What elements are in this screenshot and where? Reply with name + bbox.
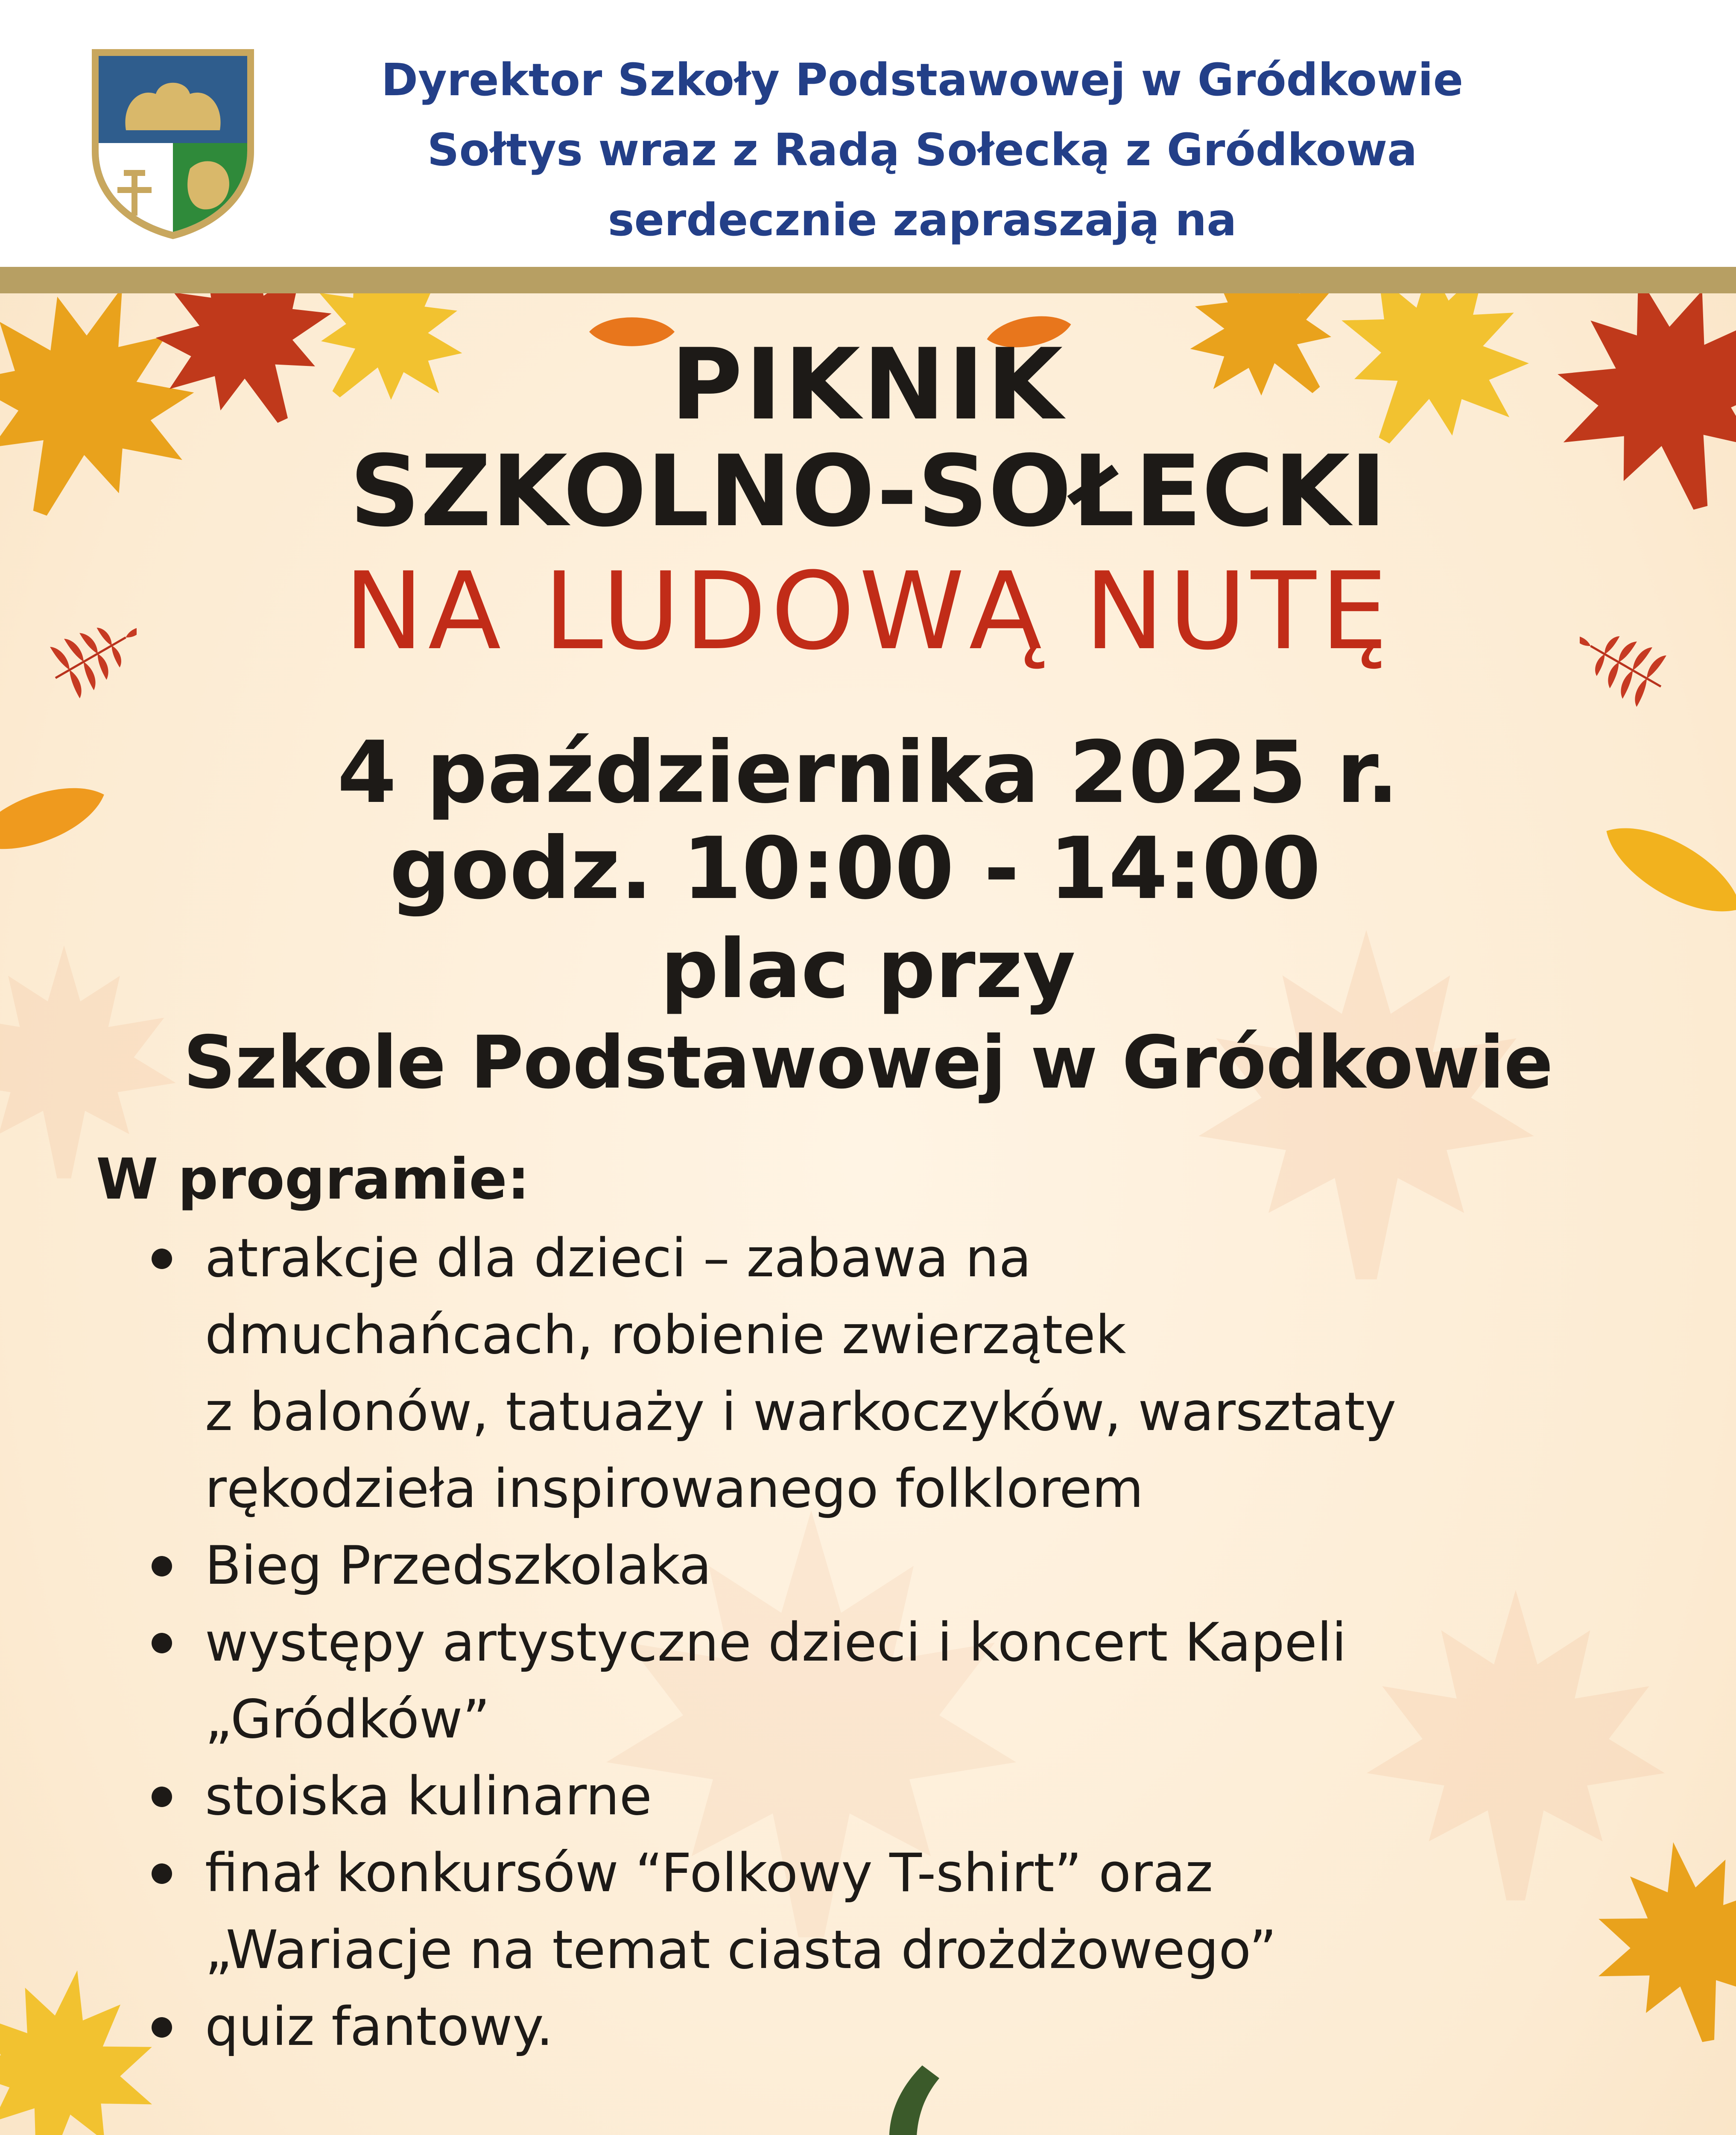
gold-divider: [0, 267, 1736, 293]
poster: [0, 293, 1736, 2135]
list-item: [205, 1604, 1665, 1758]
list-item-line: dmuchańcach, robienie zwierzątek: [205, 1304, 1126, 1366]
event-place-line1: plac przy: [660, 922, 1076, 1016]
inviter-line: Sołtys wraz z Radą Sołecką z Gródkowa: [427, 124, 1417, 176]
list-item-line: stoiska kulinarne: [205, 1766, 652, 1827]
inviters-text: [273, 45, 1571, 255]
list-item: [205, 1527, 1665, 1604]
autumn-leaf-icon: [0, 1959, 171, 2135]
event-date: 4 października 2025 r.: [337, 723, 1399, 822]
list-item: [205, 1758, 1665, 1835]
header: [0, 0, 1736, 267]
list-item-line: występy artystyczne dzieci i koncert Kapeli: [205, 1612, 1347, 1673]
autumn-leaf-icon: [1588, 2087, 1736, 2135]
list-item: [205, 1835, 1665, 1989]
inviter-line: Dyrektor Szkoły Podstawowej w Gródkowie: [381, 54, 1464, 106]
list-item: [205, 1220, 1665, 1527]
event-title-line2: SZKOLNO-SOŁECKI: [349, 435, 1387, 549]
list-item-line: z balonów, tatuaży i warkoczyków, warsztaty: [205, 1381, 1397, 1443]
list-item-line: Bieg Przedszkolaka: [205, 1535, 712, 1597]
coat-of-arms-icon: [88, 45, 258, 241]
inviter-line: serdecznie zapraszają na: [608, 194, 1237, 246]
event-time: godz. 10:00 - 14:00: [389, 819, 1321, 918]
list-item-line: „Wariacje na temat ciasta drożdżowego”: [205, 1919, 1277, 1981]
list-item-line: rękodzieła inspirowanego folklorem: [205, 1458, 1144, 1520]
event-title-line1: PIKNIK: [670, 328, 1066, 442]
list-item-line: „Gródków”: [205, 1689, 490, 1750]
program-title: W programie:: [96, 1146, 530, 1212]
program-list: [205, 1220, 1665, 2065]
event-place-line2: Szkole Podstawowej w Gródkowie: [183, 1021, 1553, 1105]
list-item: [205, 1989, 1665, 2065]
list-item-line: atrakcje dla dzieci – zabawa na: [205, 1228, 1032, 1289]
event-subtitle: NA LUDOWĄ NUTĘ: [344, 549, 1392, 673]
list-item-line: finał konkursów “Folkowy T-shirt” oraz: [205, 1843, 1213, 1904]
list-item-line: quiz fantowy.: [205, 1996, 553, 2058]
